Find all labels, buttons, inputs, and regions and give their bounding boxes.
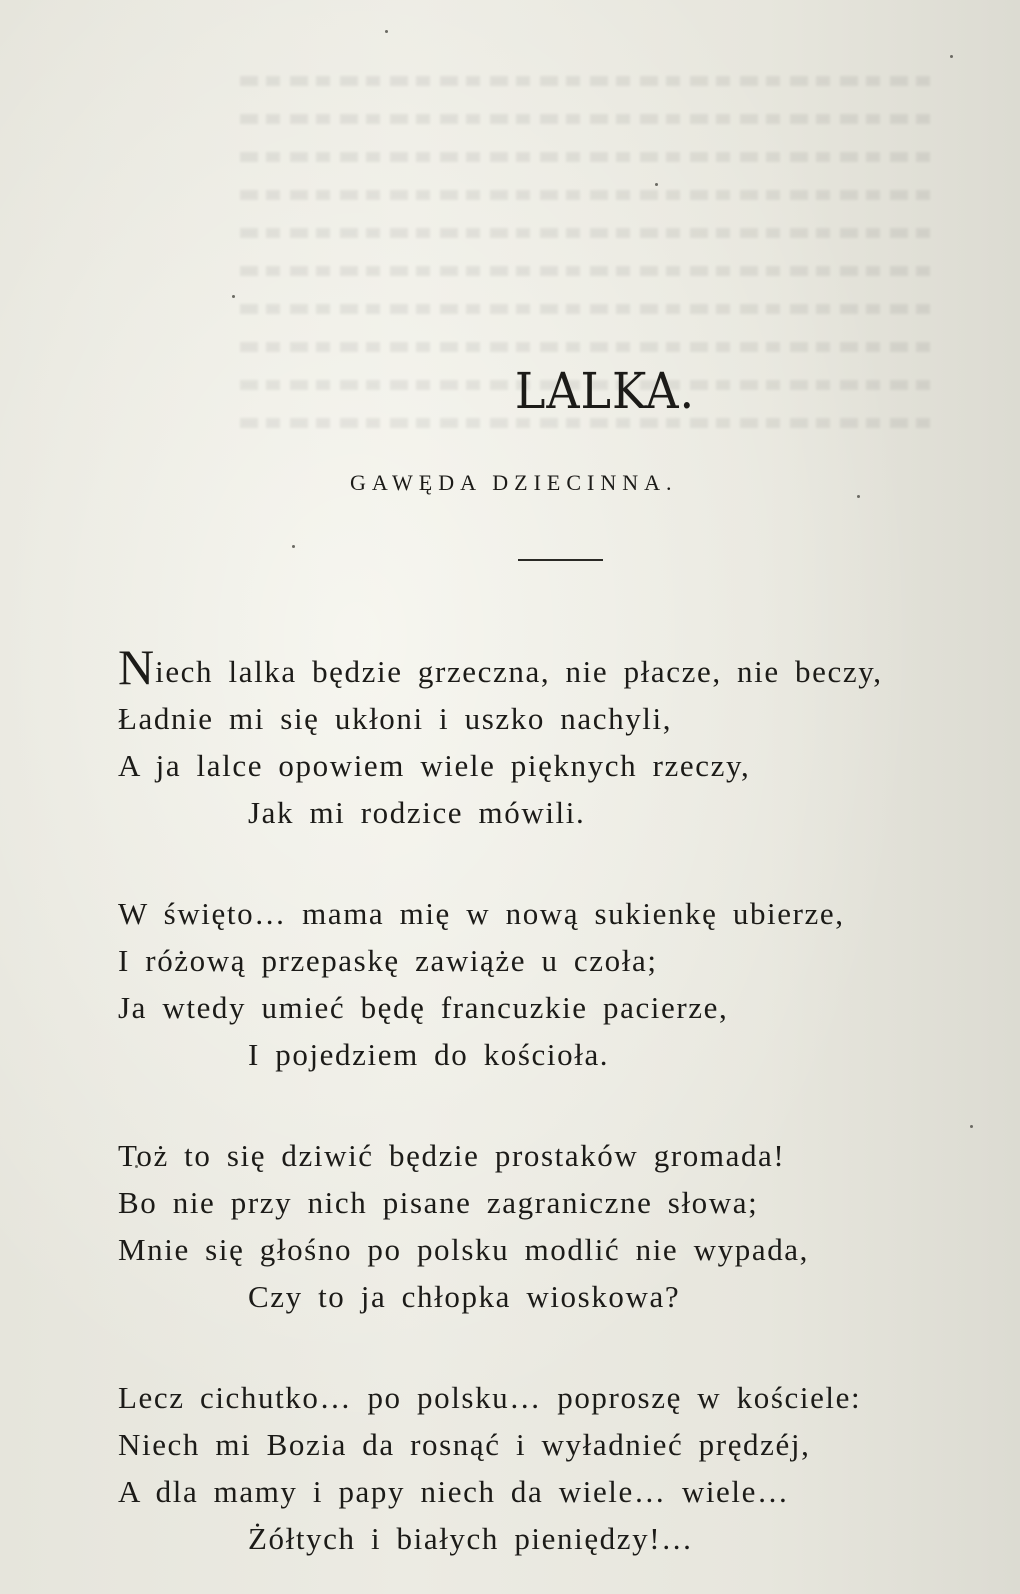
page-subtitle: GAWĘDA DZIECINNA.	[350, 470, 678, 495]
paper-speck	[950, 55, 953, 58]
poem-line: Bo nie przy nich pisane zagraniczne słowa;	[118, 1185, 759, 1220]
poem-line	[118, 639, 998, 695]
poem-line: Czy to ja chłopka wioskowa?	[248, 1279, 681, 1314]
poem-line: A ja lalce opowiem wiele pięknych rzeczy,	[118, 748, 751, 783]
poem-line: I pojedziem do kościoła.	[248, 1037, 610, 1072]
stanza-3	[118, 1132, 998, 1320]
poem-line: I różową przepaskę zawiąże u czoła;	[118, 943, 658, 978]
poem-line: Lecz cichutko… po polsku… poproszę w kościele:	[118, 1380, 862, 1415]
poem-line: Żółtych i białych pieniędzy!…	[248, 1521, 694, 1556]
paper-speck	[385, 30, 388, 33]
paper-speck	[857, 495, 860, 498]
poem-line: Ja wtedy umieć będę francuzkie pacierze,	[118, 990, 729, 1025]
poem-body	[118, 639, 998, 1594]
poem-line: Mnie się głośno po polsku modlić nie wypada,	[118, 1232, 810, 1267]
paper-speck	[232, 295, 235, 298]
poem-line: W święto… mama mię w nową sukienkę ubierze,	[118, 896, 845, 931]
poem-line: Toż to się dziwić będzie prostaków gromada!	[118, 1138, 786, 1173]
stanza-1	[118, 639, 998, 836]
drop-cap: N	[118, 639, 155, 695]
title-divider	[518, 559, 603, 561]
stanza-2	[118, 890, 998, 1078]
bleed-through-text	[230, 60, 930, 620]
paper-speck	[292, 545, 295, 548]
page-title: LALKA.	[514, 362, 696, 420]
first-line-text: iech lalka będzie grzeczna, nie płacze, nie beczy,	[155, 654, 883, 689]
stanza-4	[118, 1374, 998, 1562]
paper-speck	[655, 183, 658, 186]
poem-line: Niech mi Bozia da rosnąć i wyładnieć prędzéj,	[118, 1427, 811, 1462]
poem-line: Ładnie mi się ukłoni i uszko nachyli,	[118, 701, 673, 736]
poem-line: A dla mamy i papy niech da wiele… wiele…	[118, 1474, 790, 1509]
poem-line: Jak mi rodzice mówili.	[248, 795, 586, 830]
